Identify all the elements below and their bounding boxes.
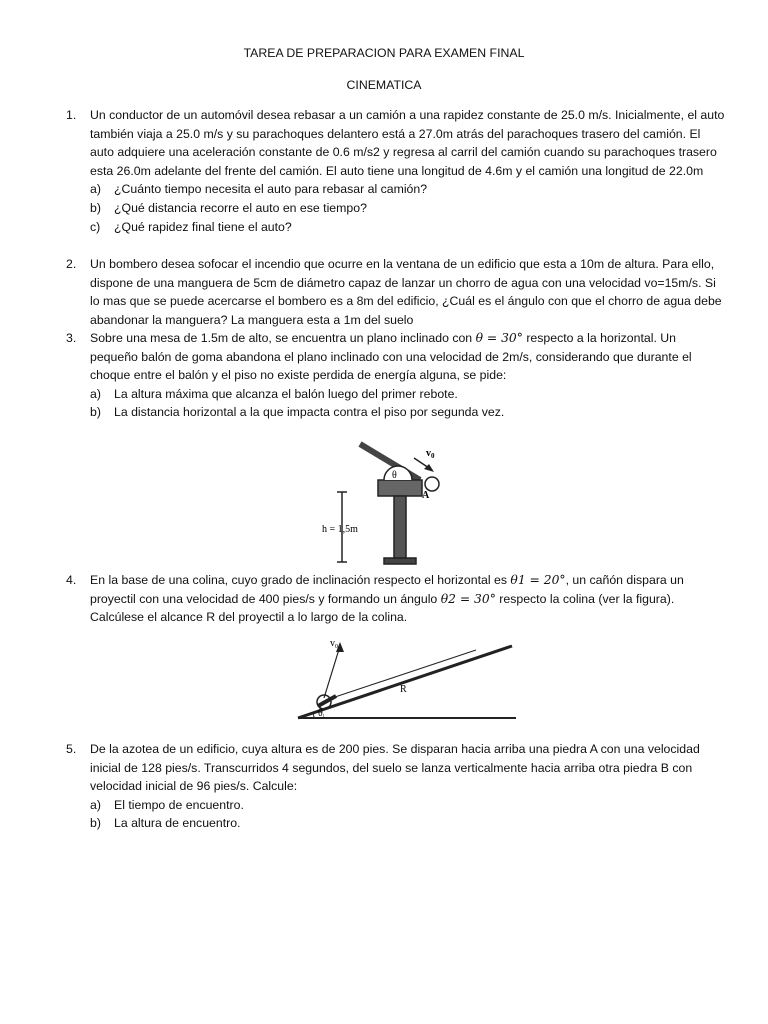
table-leg xyxy=(394,496,406,560)
sub-question-text: ¿Qué distancia recorre el auto en ese tiempo? xyxy=(114,200,367,215)
problem-2 xyxy=(66,255,726,329)
document-title: TAREA DE PREPARACION PARA EXAMEN FINAL xyxy=(243,46,525,60)
height-label: h = 1,5m xyxy=(322,524,358,535)
sub-question-b xyxy=(90,814,726,833)
sub-question-letter: b) xyxy=(90,200,101,215)
table-top xyxy=(378,480,422,496)
v0-label: $v_0$ xyxy=(426,448,435,460)
sub-question-a xyxy=(90,180,726,199)
sub-question-text: La distancia horizontal a la que impacta contra el piso por segunda vez. xyxy=(114,405,505,420)
document-subtitle: CINEMATICA xyxy=(346,78,422,92)
angle-arc xyxy=(384,466,412,480)
problem-number: 4. xyxy=(66,573,77,587)
sub-question-letter: c) xyxy=(90,219,101,234)
problem-text-part: respecto a la horizontal. Un pequeño balón de goma abandona el plano inclinado con una velocidad de 2m/s, considerando que durante el choque entre el balón y el piso no existe perdida de energía alguna, se pide: xyxy=(90,331,692,383)
problem-text xyxy=(90,571,726,627)
sub-question-b xyxy=(90,403,726,422)
cannon-hill-figure xyxy=(296,634,518,724)
incline-table-figure xyxy=(320,440,460,568)
problem-text-part: Sobre una mesa de 1.5m de alto, se encuentra un plano inclinado con xyxy=(90,331,476,345)
ball xyxy=(425,477,439,491)
problem-number: 5. xyxy=(66,742,77,756)
sub-question-text: La altura máxima que alcanza el balón luego del primer rebote. xyxy=(114,386,458,401)
problem-text-part: respecto la colina (ver la figura). Calcúlese el alcance R del proyectil a lo largo de la colina. xyxy=(90,591,675,625)
theta-label: θ xyxy=(392,470,397,481)
problem-number: 3. xyxy=(66,331,77,345)
sub-question-text: La altura de encuentro. xyxy=(114,816,241,831)
sub-question-letter: a) xyxy=(90,797,101,812)
problem-text xyxy=(90,329,726,385)
math-theta2: θ2 = 30° xyxy=(440,591,496,606)
problem-5 xyxy=(66,740,726,833)
problem-1 xyxy=(66,106,726,236)
sub-question-text: El tiempo de encuentro. xyxy=(114,797,244,812)
problem-number: 2. xyxy=(66,257,77,271)
math-theta: θ = 30° xyxy=(475,331,523,345)
problem-text-part: , un cañón dispara un proyectil con una velocidad de 400 pies/s y formando un ángulo xyxy=(90,573,684,606)
theta1-label: θ1 xyxy=(318,708,325,719)
table-foot xyxy=(384,558,416,564)
problem-4 xyxy=(66,571,726,627)
hill-slope xyxy=(298,646,512,718)
range-label: R xyxy=(400,684,407,695)
sub-question-a xyxy=(90,385,726,404)
math-theta1: θ1 = 20° xyxy=(510,573,566,587)
velocity-arrow xyxy=(324,646,340,698)
problem-text-part: En la base de una colina, cuyo grado de inclinación respecto el horizontal es xyxy=(90,573,511,587)
sub-question-c xyxy=(90,218,726,237)
v0-label: $v_0$ xyxy=(330,638,338,650)
sub-question-text: ¿Qué rapidez final tiene el auto? xyxy=(114,219,292,234)
sub-question-letter: a) xyxy=(90,386,101,401)
problem-text: Un bombero desea sofocar el incendio que ocurre en la ventana de un edificio que esta a 10m de altura. Para ello, dispone de una manguera de 5cm de diámetro capaz de lanzar un chorro de agua con una velocidad vo=15m/s. Si lo mas que se puede acercarse el bombero es a 8m del edificio, ¿Cuál es el ángulo con que el chorro de agua debe abandonar la manguera? La manguera esta a 1m del suelo xyxy=(90,257,722,327)
problem-3 xyxy=(66,329,726,422)
sub-question-text: ¿Cuánto tiempo necesita el auto para rebasar al camión? xyxy=(114,182,428,197)
sub-question-letter: b) xyxy=(90,816,101,831)
sub-question-b xyxy=(90,199,726,218)
cannon-barrel xyxy=(318,696,336,706)
problem-text: Un conductor de un automóvil desea rebasar a un camión a una rapidez constante de 25.0 m/s. Inicialmente, el auto también viaja a 25.0 m/s y su parachoques delantero está a 27.0m atrás del parachoques trasero del camión. El auto adquiere una aceleración constante de 0.6 m/s2 y regresa al carril del camión cuando su parachoques trasero esta 26.0m adelante del frente del camión. El auto tiene una longitud de 4.6m y el camión una longitud de 22.0m xyxy=(90,108,725,178)
problem-number: 1. xyxy=(66,108,77,122)
sub-question-letter: b) xyxy=(90,405,101,420)
sub-question-a xyxy=(90,796,726,815)
point-a-label: A xyxy=(422,490,430,501)
sub-question-letter: a) xyxy=(90,182,101,197)
problem-text: De la azotea de un edificio, cuya altura es de 200 pies. Se disparan hacia arriba una piedra A con una velocidad inicial de 128 pies/s. Transcurridos 4 segundos, del suelo se lanza verticalmente hacia arriba otra piedra B con velocidad inicial de 96 pies/s. Calcule: xyxy=(90,742,700,794)
